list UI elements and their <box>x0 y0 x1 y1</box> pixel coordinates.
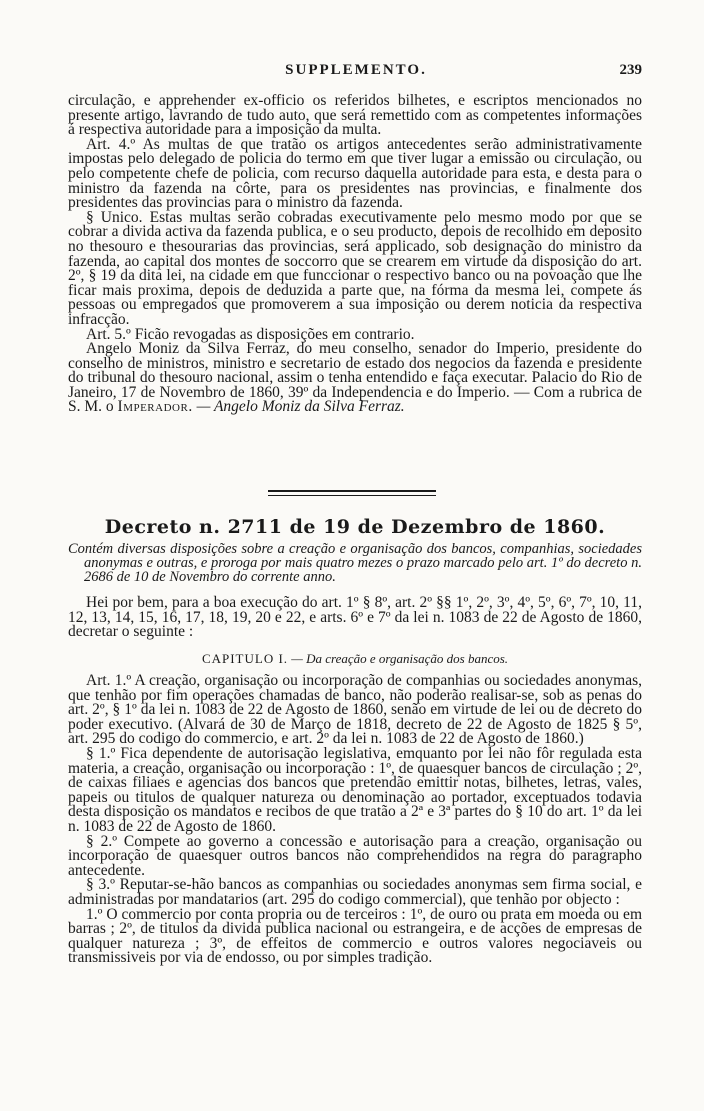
closing-text: Angelo Moniz da Silva Ferraz, do meu conselho, senador do Imperio, presidente do conselho de ministros, ministro e secretario de estado dos negocios da fazenda e presidente do tribunal do thesouro nacional, assim o tenha entendido e faça executar. Palacio do Rio de Janeiro, 17 de Novembro de 1860, 39º da Independencia e do Imperio. — Com a rubrica de S. M. o <box>68 340 642 416</box>
running-title: SUPPLEMENTO. <box>285 62 427 78</box>
article: § 3.º Reputar-se-hão bancos as companhias ou sociedades anonymas sem firma social, e administradas por mandatarios (art. 295 do codigo commercial), que tenhão por objecto : <box>68 876 642 908</box>
section-divider <box>268 495 436 496</box>
summary-text: Contém diversas disposições sobre a creação e organisação dos bancos, companhias, sociedades anonymas e outras, e proroga por mais quatro mezes o prazo marcado pelo art. 1º do decreto n. 2686 de 10 de Novembro do corrente anno. <box>68 541 642 585</box>
decree-title: Decreto n. 2711 de 19 de Dezembro de 1860. <box>104 516 606 538</box>
page-number: 239 <box>619 62 642 78</box>
chapter-title: — Da creação e organisação dos bancos. <box>291 651 509 666</box>
decree-preamble-block <box>68 596 642 640</box>
paragraph: Art. 5.º Ficão revogadas as disposições em contrario. <box>86 325 415 343</box>
closing-paragraph <box>68 342 642 415</box>
chapter-label: CAPITULO I. <box>201 651 289 666</box>
article: 1.º O commercio por conta propria ou de terceiros : 1º, de ouro ou prata em moeda ou em barras ; 2º, de titulos da divida publica nacional ou estrangeira, e de acções de empresas de qualquer natureza ; 3º, de effeitos de commercio e outros valores negociaveis ou transmissiveis por via de endosso, ou por simples tradição. <box>68 905 642 967</box>
article: § 2.º Compete ao governo a concessão e autorisação para a creação, organisação ou incorporação de quaesquer outros bancos não comprehendidos na regra do paragrapho antecedente. <box>68 832 642 879</box>
section-divider <box>268 490 436 492</box>
paragraph: circulação, e apprehender ex-officio os referidos bilhetes, e escriptos mencionados no presente artigo, lavrando de tudo auto, que será remettido com as competentes informações á respectiva autoridade para a imposição da multa. <box>68 92 642 139</box>
paragraph: § Unico. Estas multas serão cobradas executivamente pelo mesmo modo por que se cobrar a divida activa da fazenda publica, e o seu producto, depois de recolhido em deposito no thesouro e thesourarias das provincias, será applicado, sob designação do ministro da fazenda, ao capital dos montes de soccorro que se crearem em virtude da disposição do art. 2º, § 19 da dita lei, na cidade em que funccionar o respectivo banco ou na povoação que lhe ficar mais proxima, depois de deduzida a parte que, na fórma da mesma lei, compete ás pessoas ou empregados que promoverem a sua imposição ou derem noticia da respectiva infracção. <box>68 208 642 328</box>
article: Art. 1.º A creação, organisação ou incorporação de companhias ou sociedades anonymas, que tenhão por fim operações chamadas de banco, não poderão realisar-se, sob as penas do art. 2º, § 1º da lei n. 1083 de 22 de Agosto de 1860, senão em virtude de lei ou de decreto do poder executivo. (Alvará de 30 de Março de 1818, decreto de 22 de Agosto de 1825 § 5º, art. 295 do codigo do commercio, e art. 2º da lei n. 1083 de 22 de Agosto de 1860.) <box>68 672 642 748</box>
decree-articles <box>68 674 642 966</box>
running-head <box>70 62 642 82</box>
paragraph: Art. 4.º As multas de que tratão os artigos antecedentes serão administrativamente impostas pelo delegado de policia do termo em que tiver lugar a emissão ou circulação, ou pelo competente chefe de policia, com recurso daquella autoridade para esta, e desta para o ministro da fazenda na côrte, para os presidentes nas provincias, e finalmente dos presidentes das provincias para o ministro da fazenda. <box>68 135 642 212</box>
signature: — Angelo Moniz da Silva Ferraz. <box>196 398 405 416</box>
article: § 1.º Fica dependente de autorisação legislativa, emquanto por lei não fôr regulada esta materia, a creação, organisação ou incorporação : 1º, de quaesquer bancos de circulação ; 2º, de caixas filiaes e agencias dos bancos que pretendão emittir notas, bilhetes, letras, vales, papeis ou titulos de qualquer natureza ou denominação ao portador, exceptuados todavia desta disposição os mandatos e recibos de que tratão a 2ª e 3ª partes do § 10 do art. 1º da lei n. 1083 de 22 de Agosto de 1860. <box>68 744 642 835</box>
decree-summary <box>68 542 642 584</box>
previous-decree-text <box>68 94 642 415</box>
imperador-label: Imperador. <box>117 398 193 416</box>
preamble: Hei por bem, para a boa execução do art. 1º § 8º, art. 2º §§ 1º, 2º, 3º, 4º, 5º, 6º, 7º, 10, 11, 12, 13, 14, 15, 16, 17, 18, 19, 20 e 22, e arts. 6º e 7º da lei n. 1083 de 22 de Agosto de 1860, decretar o seguinte : <box>68 594 642 641</box>
chapter-heading <box>68 651 642 667</box>
